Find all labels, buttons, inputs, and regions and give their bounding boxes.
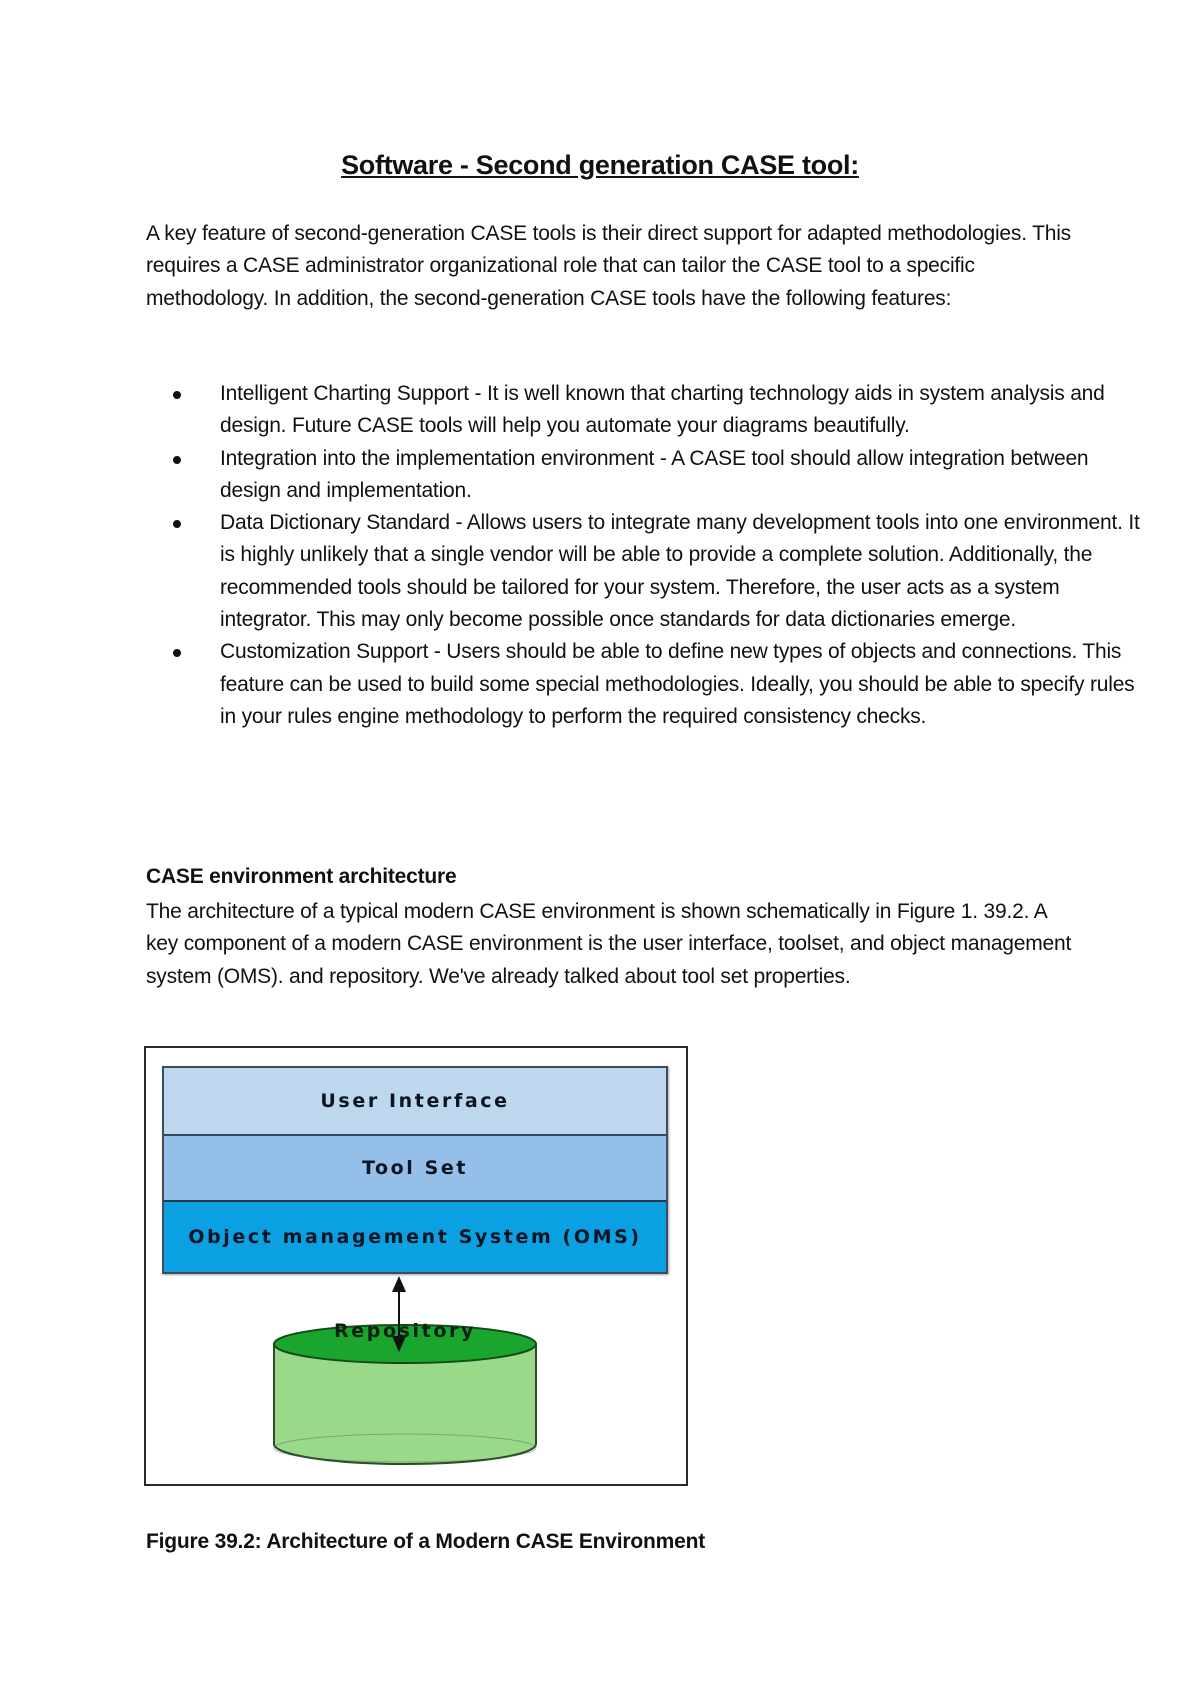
feature-list xyxy=(146,378,1150,733)
list-item xyxy=(220,378,1150,443)
page-title: Software - Second generation CASE tool: xyxy=(341,150,859,180)
oms-layer: Object management System (OMS) xyxy=(164,1200,666,1272)
list-item xyxy=(220,507,1150,636)
feature-text: Intelligent Charting Support - It is well known that charting technology aids in system analysis and design. Future CASE tools will help you automate your diagrams beautifully. xyxy=(220,382,1105,438)
bullet-icon xyxy=(173,456,181,464)
user-interface-layer: User Interface xyxy=(164,1068,666,1134)
repository-diagram xyxy=(146,1048,690,1488)
architecture-figure xyxy=(144,1046,688,1486)
tool-set-layer: Tool Set xyxy=(164,1134,666,1200)
figure-caption: Figure 39.2: Architecture of a Modern CASE Environment xyxy=(146,1530,706,1553)
repository-label: Repository xyxy=(334,1320,476,1342)
list-item xyxy=(220,636,1150,733)
architecture-paragraph: The architecture of a typical modern CASE environment is shown schematically in Figure 1. 39.2. A key component of a modern CASE environment is the user interface, toolset, and object management system (OMS). and repository. We've already talked about tool set properties. xyxy=(146,900,1072,988)
feature-text: Data Dictionary Standard - Allows users to integrate many development tools into one environment. It is highly unlikely that a single vendor will be able to provide a complete solution. Additionally, the recommended tools should be tailored for your system. Therefore, the user acts as a system integrator. This may only become possible once standards for data dictionaries emerge. xyxy=(220,511,1140,632)
bullet-icon xyxy=(173,520,181,528)
bullet-icon xyxy=(173,649,181,657)
bullet-icon xyxy=(173,391,181,399)
repository-cylinder-icon xyxy=(274,1325,536,1464)
intro-paragraph: A key feature of second-generation CASE tools is their direct support for adapted methodologies. This requires a CASE administrator organizational role that can tailor the CASE tool to a specific methodology. In addition, the second-generation CASE tools have the following features: xyxy=(146,222,1071,310)
list-item xyxy=(220,443,1150,508)
section-heading: CASE environment architecture xyxy=(146,865,457,888)
feature-text: Customization Support - Users should be able to define new types of objects and connections. This feature can be used to build some special methodologies. Ideally, you should be able to specify rules in your rules engine methodology to perform the required consistency checks. xyxy=(220,640,1135,728)
feature-text: Integration into the implementation environment - A CASE tool should allow integration between design and implementation. xyxy=(220,446,1089,502)
